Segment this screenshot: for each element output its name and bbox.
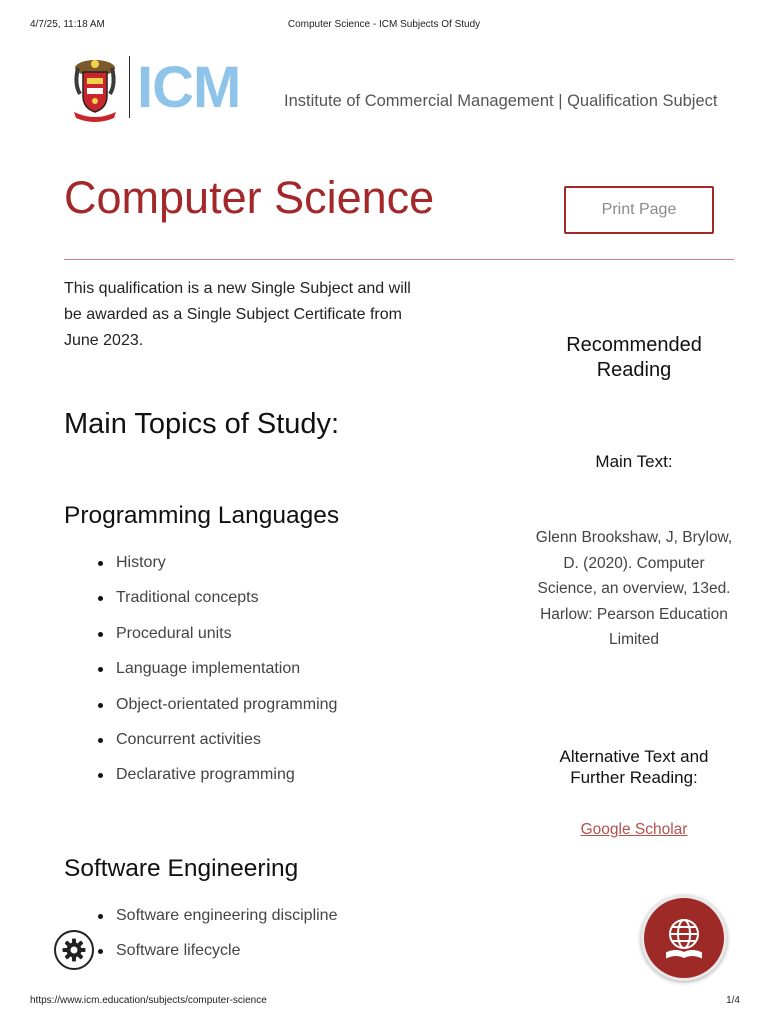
list-item: History bbox=[98, 553, 337, 588]
print-url: https://www.icm.education/subjects/computer-science bbox=[30, 995, 267, 1006]
list-item: Procedural units bbox=[98, 624, 337, 659]
list-item: Concurrent activities bbox=[98, 730, 337, 765]
page-title: Computer Science bbox=[64, 172, 435, 223]
gear-icon bbox=[61, 937, 87, 963]
list-item: Language implementation bbox=[98, 659, 337, 694]
print-page-button[interactable]: Print Page bbox=[564, 186, 714, 234]
print-title: Computer Science - ICM Subjects Of Study bbox=[287, 19, 481, 30]
list-item: Declarative programming bbox=[98, 765, 337, 800]
print-page-number: 1/4 bbox=[726, 995, 740, 1006]
intro-paragraph: This qualification is a new Single Subject and will be awarded as a Single Subject Certificate from June 2023. bbox=[64, 280, 411, 349]
main-topics-heading: Main Topics of Study: bbox=[64, 408, 340, 440]
list-item: Software engineering discipline bbox=[98, 906, 337, 941]
institute-tagline: Institute of Commercial Management | Qualification Subject bbox=[284, 92, 718, 110]
main-text-heading: Main Text: bbox=[595, 452, 673, 471]
recommended-reading-heading: Recommended Reading bbox=[566, 334, 702, 381]
print-date: 4/7/25, 11:18 AM bbox=[30, 19, 105, 30]
settings-button[interactable] bbox=[54, 930, 94, 970]
section-heading: Software Engineering bbox=[64, 855, 299, 882]
coat-of-arms-logo[interactable] bbox=[68, 54, 122, 124]
accessibility-button[interactable] bbox=[641, 895, 727, 981]
logo-divider bbox=[129, 56, 130, 118]
alternative-reading-heading: Alternative Text and Further Reading: bbox=[559, 747, 709, 787]
google-scholar-link[interactable]: Google Scholar bbox=[580, 821, 688, 838]
section-heading: Programming Languages bbox=[64, 502, 340, 529]
main-text-reference: Glenn Brookshaw, J, Brylow, D. (2020). Computer Science, an overview, 13ed. Harlow: Pearson Education Limited bbox=[535, 529, 733, 649]
topic-list bbox=[98, 906, 337, 977]
topic-list bbox=[98, 553, 337, 801]
list-item: Object-orientated programming bbox=[98, 695, 337, 730]
list-item: Software lifecycle bbox=[98, 941, 337, 976]
list-item: Traditional concepts bbox=[98, 588, 337, 623]
logo-text[interactable]: ICM bbox=[137, 55, 241, 120]
globe-book-icon bbox=[659, 913, 709, 963]
title-divider bbox=[64, 259, 734, 260]
